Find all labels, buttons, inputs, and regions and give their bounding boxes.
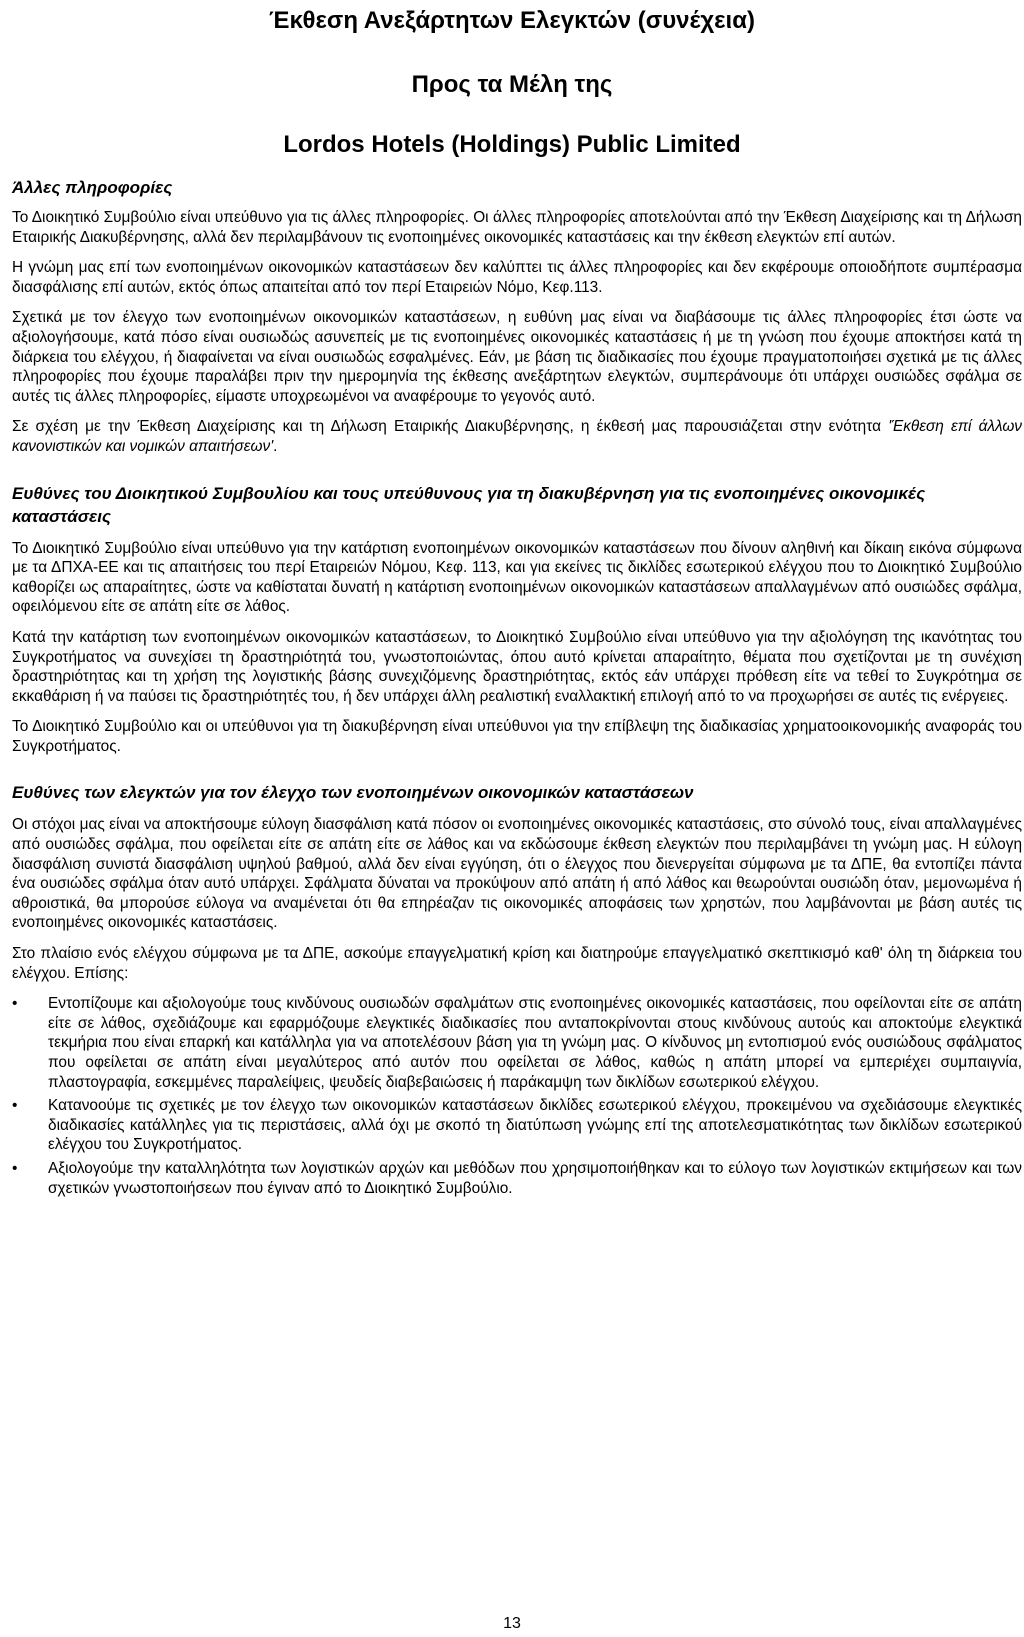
responsibility-list [12,994,1022,1198]
report-addressee: Προς τα Μέλη της [411,71,613,98]
report-title: Έκθεση Ανεξάρτητων Ελεγκτών (συνέχεια) [269,7,755,34]
paragraph: Το Διοικητικό Συμβούλιο είναι υπεύθυνο για την κατάρτιση ενοποιημένων οικονομικών καταστάσεων που δίνουν αληθινή και δίκαιη εικόνα σύμφωνα με τα ΔΠΧΑ-ΕΕ και τις απαιτήσεις του περί Εταιρειών Νόμου, Κεφ. 113, και για εκείνες τις δικλίδες εσωτερικού ελέγχου που το Διοικητικό Συμβούλιο καθορίζει ως απαραίτητες, ώστε να καθίσταται δυνατή η κατάρτιση ενοποιημένων οικονομικών καταστάσεων απαλλαγμένων από ουσιώδες σφάλμα, οφειλόμενου είτε σε απάτη είτε σε λάθος. [12,539,1022,616]
paragraph: Η γνώμη μας επί των ενοποιημένων οικονομικών καταστάσεων δεν καλύπτει τις άλλες πληροφορίες και δεν εκφέρουμε οποιοδήποτε συμπέρασμα διασφάλισης επί αυτών, εκτός όπως απαιτείται από τον περί Εταιρειών Νόμο, Κεφ.113. [12,259,1022,296]
list-item-text: Κατανοούμε τις σχετικές με τον έλεγχο των οικονομικών καταστάσεων δικλίδες εσωτερικού ελέγχου, προκειμένου να σχεδιάσουμε ελεγκτικές διαδικασίες κατάλληλες για τις περιστάσεις, αλλά όχι με σκοπό τη διατύπωση γνώμης επί της αποτελεσματικότητας των δικλίδων εσωτερικού ελέγχου του Συγκροτήματος. [48,1097,1022,1154]
section-heading-auditor-responsibilities: Ευθύνες των ελεγκτών για τον έλεγχο των ενοποιημένων οικονομικών καταστάσεων [12,783,694,803]
section-heading-board-responsibilities: Ευθύνες του Διοικητικού Συμβουλίου και τους υπεύθυνους για τη διακυβέρνηση για τις ενοποιημένες οικονομικές καταστάσεις [12,483,926,526]
paragraph-end: . [273,437,278,455]
list-item [12,1159,1022,1198]
paragraph: Το Διοικητικό Συμβούλιο και οι υπεύθυνοι για τη διακυβέρνηση είναι υπεύθυνοι για την επίβλεψη της διαδικασίας χρηματοοικονομικής αναφοράς του Συγκροτήματος. [12,718,1022,755]
section-reference: 'Έκθεση επί άλλων κανονιστικών και νομικών απαιτήσεων' [12,418,1022,455]
paragraph: Σχετικά με τον έλεγχο των ενοποιημένων οικονομικών καταστάσεων, η ευθύνη μας είναι να διαβάσουμε τις άλλες πληροφορίες έτσι ώστε να αξιολογήσουμε, κατά πόσο είναι ουσιωδώς ασυνεπείς με τις ενοποιημένες οικονομικές καταστάσεις ή με τη γνώση που έχουμε αποκτήσει κατά τη διάρκεια του ελέγχου, ή διαφαίνεται να είναι ουσιωδώς εσφαλμένες. Εάν, με βάση τις διαδικασίες που έχουμε πραγματοποιήσει σχετικά με τις άλλες πληροφορίες που έχουμε παραλάβει πριν την ημερομηνία της έκθεσης ανεξάρτητων ελεγκτών, συμπεράνουμε ότι υπάρχει ουσιώδες σφάλμα σε αυτές τις άλλες πληροφορίες, είμαστε υποχρεωμένοι να αναφέρουμε το γεγονός αυτό. [12,309,1022,405]
paragraph [12,417,1022,456]
paragraph: Οι στόχοι μας είναι να αποκτήσουμε εύλογη διασφάλιση κατά πόσον οι ενοποιημένες οικονομικές καταστάσεις, στο σύνολό τους, είναι απαλλαγμένες από ουσιώδες σφάλμα, που οφείλεται είτε σε απάτη είτε σε λάθος και να εκδώσουμε έκθεση ελεγκτών που περιλαμβάνει τη γνώμη μας. Η εύλογη διασφάλιση συνιστά διασφάλιση υψηλού βαθμού, αλλά δεν είναι εγγύηση, ότι ο έλεγχος που διενεργείται σύμφωνα με τα ΔΠΕ, θα εντοπίζει πάντα ένα ουσιώδες σφάλμα όταν αυτό υπάρχει. Σφάλματα δύναται να προκύψουν από απάτη ή από λάθος και θεωρούνται ουσιώδη όταν, μεμονωμένα ή αθροιστικά, θα μπορούσε εύλογα να αναμένεται ότι θα επηρέαζαν τις οικονομικές αποφάσεις των χρηστών, που λαμβάνονται με βάση αυτές τις ενοποιημένες οικονομικές καταστάσεις. [12,816,1022,932]
list-item-text: Αξιολογούμε την καταλληλότητα των λογιστικών αρχών και μεθόδων που χρησιμοποιήθηκαν και το εύλογο των λογιστικών εκτιμήσεων και των σχετικών γνωστοποιήσεων που έγιναν από το Διοικητικό Συμβούλιο. [48,1159,1022,1197]
bullet-marker: • [12,1097,18,1115]
section-heading-other-info: Άλλες πληροφορίες [12,178,173,197]
list-item [12,1096,1022,1155]
list-item [12,994,1022,1092]
company-name: Lordos Hotels (Holdings) Public Limited [283,131,741,158]
paragraph: Κατά την κατάρτιση των ενοποιημένων οικονομικών καταστάσεων, το Διοικητικό Συμβούλιο είναι υπεύθυνο για την αξιολόγηση της ικανότητας του Συγκροτήματος να συνεχίσει τη δραστηριότητά του, γνωστοποιώντας, όπου αυτό κρίνεται απαραίτητο, θέματα που σχετίζονται με τη συνέχιση δραστηριότητας και τη χρήση της λογιστικής βάσης συνεχιζόμενης δραστηριότητας, εκτός εάν υπάρχει πρόθεση είτε να τεθεί το Συγκρότημα σε εκκαθάριση ή να παύσει τις δραστηριότητές του, ή δεν υπάρχει άλλη ρεαλιστική εναλλακτική επιλογή από το να προχωρήσει σε αυτές τις ενέργειες. [12,628,1022,705]
bullet-marker: • [12,1159,18,1177]
bullet-marker: • [12,995,18,1013]
report-body [12,176,1022,1202]
paragraph: Στο πλαίσιο ενός ελέγχου σύμφωνα με τα ΔΠΕ, ασκούμε επαγγελματική κρίση και διατηρούμε επαγγελματικό σκεπτικισμό καθ' όλη τη διάρκεια του ελέγχου. Επίσης: [12,945,1022,982]
list-item-text: Εντοπίζουμε και αξιολογούμε τους κινδύνους ουσιωδών σφαλμάτων στις ενοποιημένες οικονομικές καταστάσεις, που οφείλονται είτε σε απάτη είτε σε λάθος, σχεδιάζουμε και εφαρμόζουμε ελεγκτικές διαδικασίες που ανταποκρίνονται στους κινδύνους αυτούς και αποκτούμε ελεγκτικά τεκμήρια που είναι επαρκή και κατάλληλα για να αποτελέσουν βάση για τη γνώμη μας. Ο κίνδυνος μη εντοπισμού ενός ουσιώδους σφάλματος που οφείλεται σε απάτη είναι μεγαλύτερος από αυτόν που οφείλεται σε λάθος, καθώς η απάτη μπορεί να εμπεριέχει συμπαιγνία, πλαστογραφία, εσκεμμένες παραλείψεις, ψευδείς διαβεβαιώσεις ή παράκαμψη των δικλίδων εσωτερικού ελέγχου. [48,995,1022,1091]
paragraph: Το Διοικητικό Συμβούλιο είναι υπεύθυνο για τις άλλες πληροφορίες. Οι άλλες πληροφορίες αποτελούνται από την Έκθεση Διαχείρισης και τη Δήλωση Εταιρικής Διακυβέρνησης, αλλά δεν περιλαμβάνουν τις ενοποιημένες οικονομικές καταστάσεις και την έκθεση ελεγκτών επί αυτών. [12,209,1022,246]
paragraph-text: Σε σχέση με την Έκθεση Διαχείρισης και τη Δήλωση Εταιρικής Διακυβέρνησης, η έκθεσή μας παρουσιάζεται στην ενότητα [12,418,889,436]
page-number: 13 [503,1615,521,1632]
